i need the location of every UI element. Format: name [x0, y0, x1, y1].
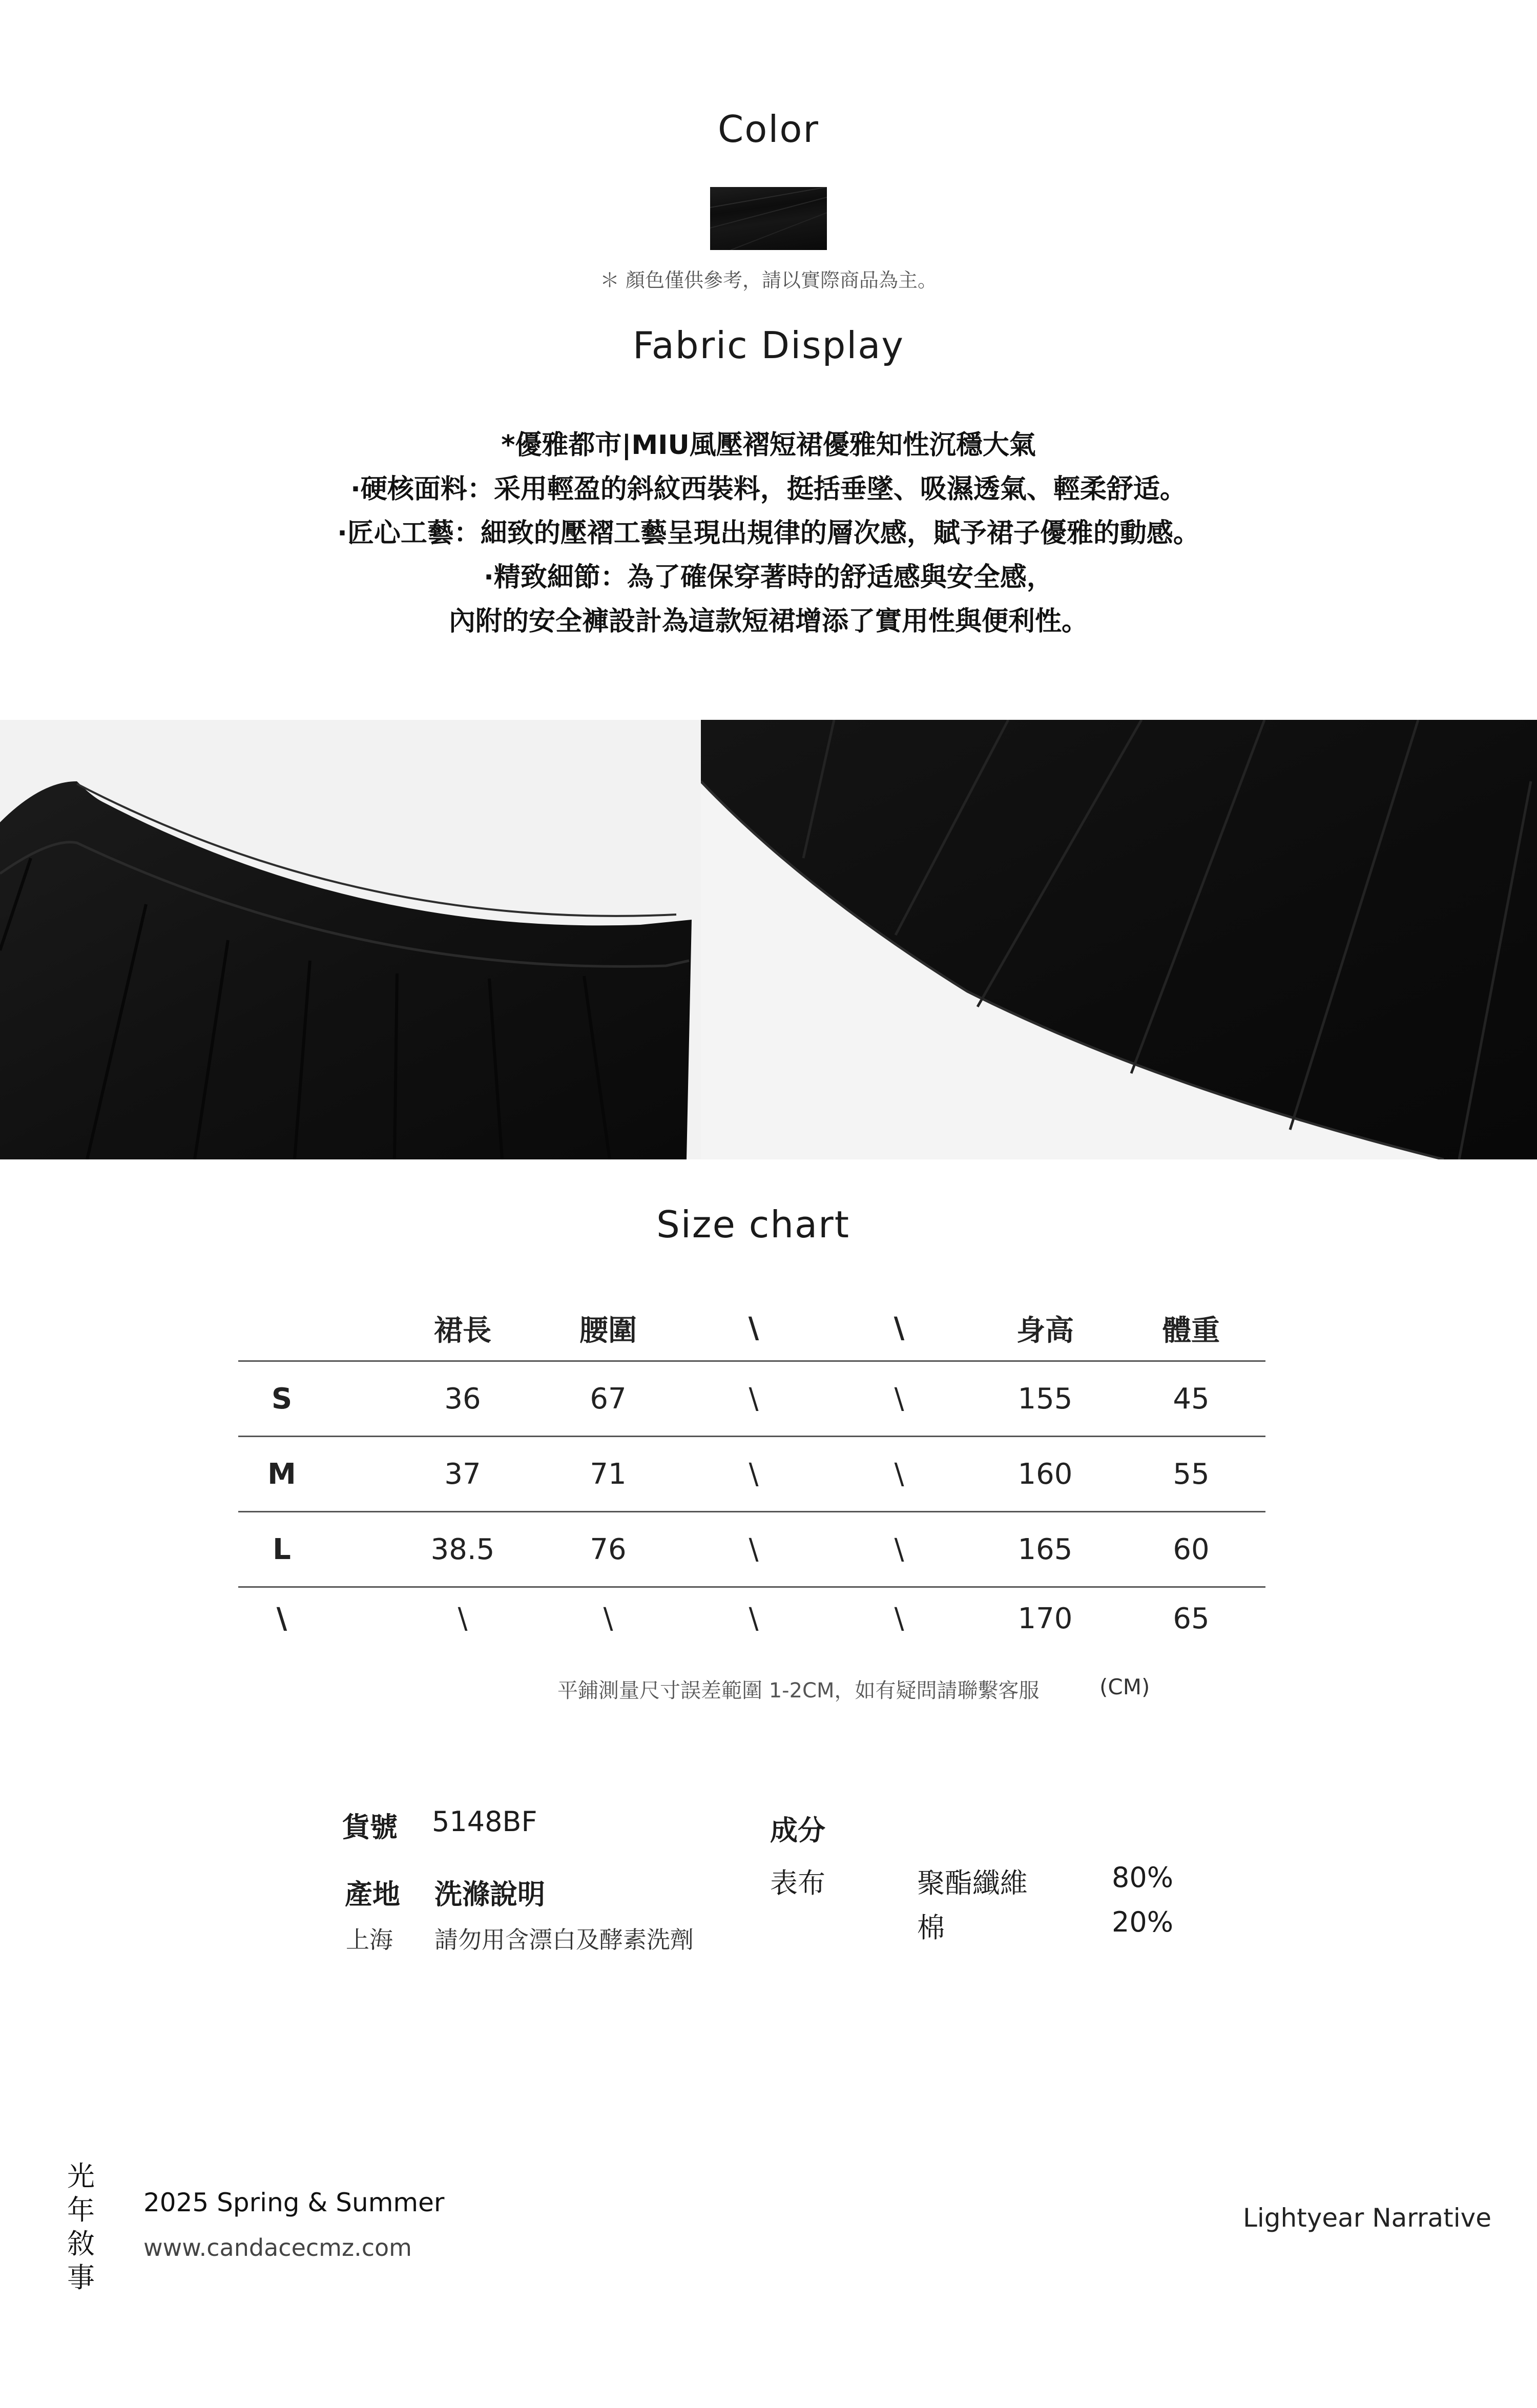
table-cell: 60 [1173, 1532, 1210, 1566]
fabric-photo-waistband [0, 720, 701, 1159]
fabric-photo-pleats [701, 720, 1537, 1159]
table-cell: \ [749, 1532, 759, 1566]
season-label: 2025 Spring & Summer [143, 2188, 445, 2217]
color-disclaimer: ＊ 顏色僅供參考，請以實際商品為主。 [599, 269, 938, 292]
table-cell: 170 [1017, 1602, 1073, 1635]
description-line: *優雅都市|MIU風壓褶短裙優雅知性沉穩大氣 [501, 430, 1036, 461]
header-cell: \ [748, 1312, 759, 1345]
wash-instructions-value: 請勿用含漂白及酵素洗劑 [434, 1926, 694, 1954]
fabric-section-title: Fabric Display [632, 324, 905, 367]
skirt-waistband-illustration [0, 720, 701, 1159]
table-cell: 155 [1017, 1382, 1073, 1416]
description-line: ·匠心工藝：細致的壓褶工藝呈現出規律的層次感，賦予裙子優雅的動感。 [337, 518, 1200, 549]
table-cell: 55 [1173, 1457, 1210, 1491]
fabric-description [0, 423, 1537, 643]
table-cell: 45 [1173, 1382, 1210, 1416]
table-cell: 37 [444, 1457, 481, 1491]
size-label: M [267, 1457, 296, 1491]
size-measurement-note: 平鋪測量尺寸誤差範圍 1-2CM，如有疑問請聯繫客服 [557, 1679, 1040, 1703]
header-cell: 腰圍 [579, 1314, 637, 1347]
header-cell: 裙長 [434, 1314, 491, 1347]
color-swatch-black[interactable] [710, 187, 827, 250]
table-cell: \ [749, 1382, 759, 1416]
table-cell: 76 [590, 1532, 627, 1566]
size-chart-title: Size chart [656, 1203, 850, 1246]
origin-label: 產地 [345, 1878, 400, 1911]
wash-instructions-label: 洗滌說明 [434, 1878, 545, 1911]
table-cell: 38.5 [430, 1532, 495, 1566]
brand-char: 敘 [67, 2228, 95, 2260]
composition-label: 成分 [770, 1814, 825, 1846]
size-label: L [273, 1532, 291, 1566]
table-cell: \ [749, 1457, 759, 1491]
brand-logo-vertical [66, 2160, 96, 2295]
table-cell: \ [458, 1602, 468, 1635]
table-row [238, 1512, 1265, 1588]
table-cell: \ [749, 1602, 759, 1635]
table-cell: 71 [590, 1457, 627, 1491]
material-percent: 80% [1112, 1861, 1174, 1894]
table-header-row [238, 1296, 1265, 1362]
table-row [238, 1362, 1265, 1437]
size-unit: (CM) [1099, 1674, 1150, 1699]
size-label: \ [276, 1602, 287, 1635]
color-section-title: Color [718, 108, 819, 151]
table-cell: \ [894, 1382, 904, 1416]
swatch-fabric-texture [710, 187, 827, 250]
size-label: S [271, 1382, 293, 1416]
header-cell: \ [894, 1312, 905, 1345]
skirt-pleats-illustration [701, 720, 1537, 1159]
table-cell: 65 [1173, 1602, 1210, 1635]
table-cell: \ [894, 1602, 904, 1635]
table-cell: \ [894, 1457, 904, 1491]
item-number-label: 貨號 [342, 1811, 398, 1843]
header-cell [238, 1296, 325, 1360]
table-cell: 165 [1017, 1532, 1073, 1566]
brand-name-english: Lightyear Narrative [1243, 2203, 1491, 2233]
brand-char: 年 [67, 2194, 95, 2226]
size-table [238, 1296, 1265, 1649]
material-name: 棉 [917, 1912, 945, 1944]
header-cell: 體重 [1162, 1314, 1220, 1347]
table-cell: 36 [444, 1382, 481, 1416]
table-cell: \ [894, 1532, 904, 1566]
item-number-value: 5148BF [432, 1805, 537, 1838]
description-line: 內附的安全褲設計為這款短裙增添了實用性與便利性。 [448, 606, 1088, 637]
brand-char: 事 [67, 2261, 95, 2294]
description-line: ·硬核面料：采用輕盈的斜紋西裝料，挺括垂墜、吸濕透氣、輕柔舒适。 [350, 474, 1187, 505]
material-percent: 20% [1112, 1906, 1174, 1938]
description-line: ·精致細節：為了確保穿著時的舒适感與安全感， [484, 562, 1053, 593]
table-cell: 160 [1017, 1457, 1073, 1491]
brand-char: 光 [67, 2160, 95, 2192]
material-name: 聚酯纖維 [917, 1867, 1028, 1899]
origin-value: 上海 [346, 1926, 393, 1954]
fabric-part-label: 表布 [770, 1867, 825, 1899]
table-row [238, 1588, 1265, 1649]
website-link[interactable]: www.candacecmz.com [143, 2234, 412, 2261]
table-cell: 67 [590, 1382, 627, 1416]
table-cell: \ [603, 1602, 613, 1635]
table-row [238, 1437, 1265, 1512]
header-cell: 身高 [1016, 1314, 1074, 1347]
